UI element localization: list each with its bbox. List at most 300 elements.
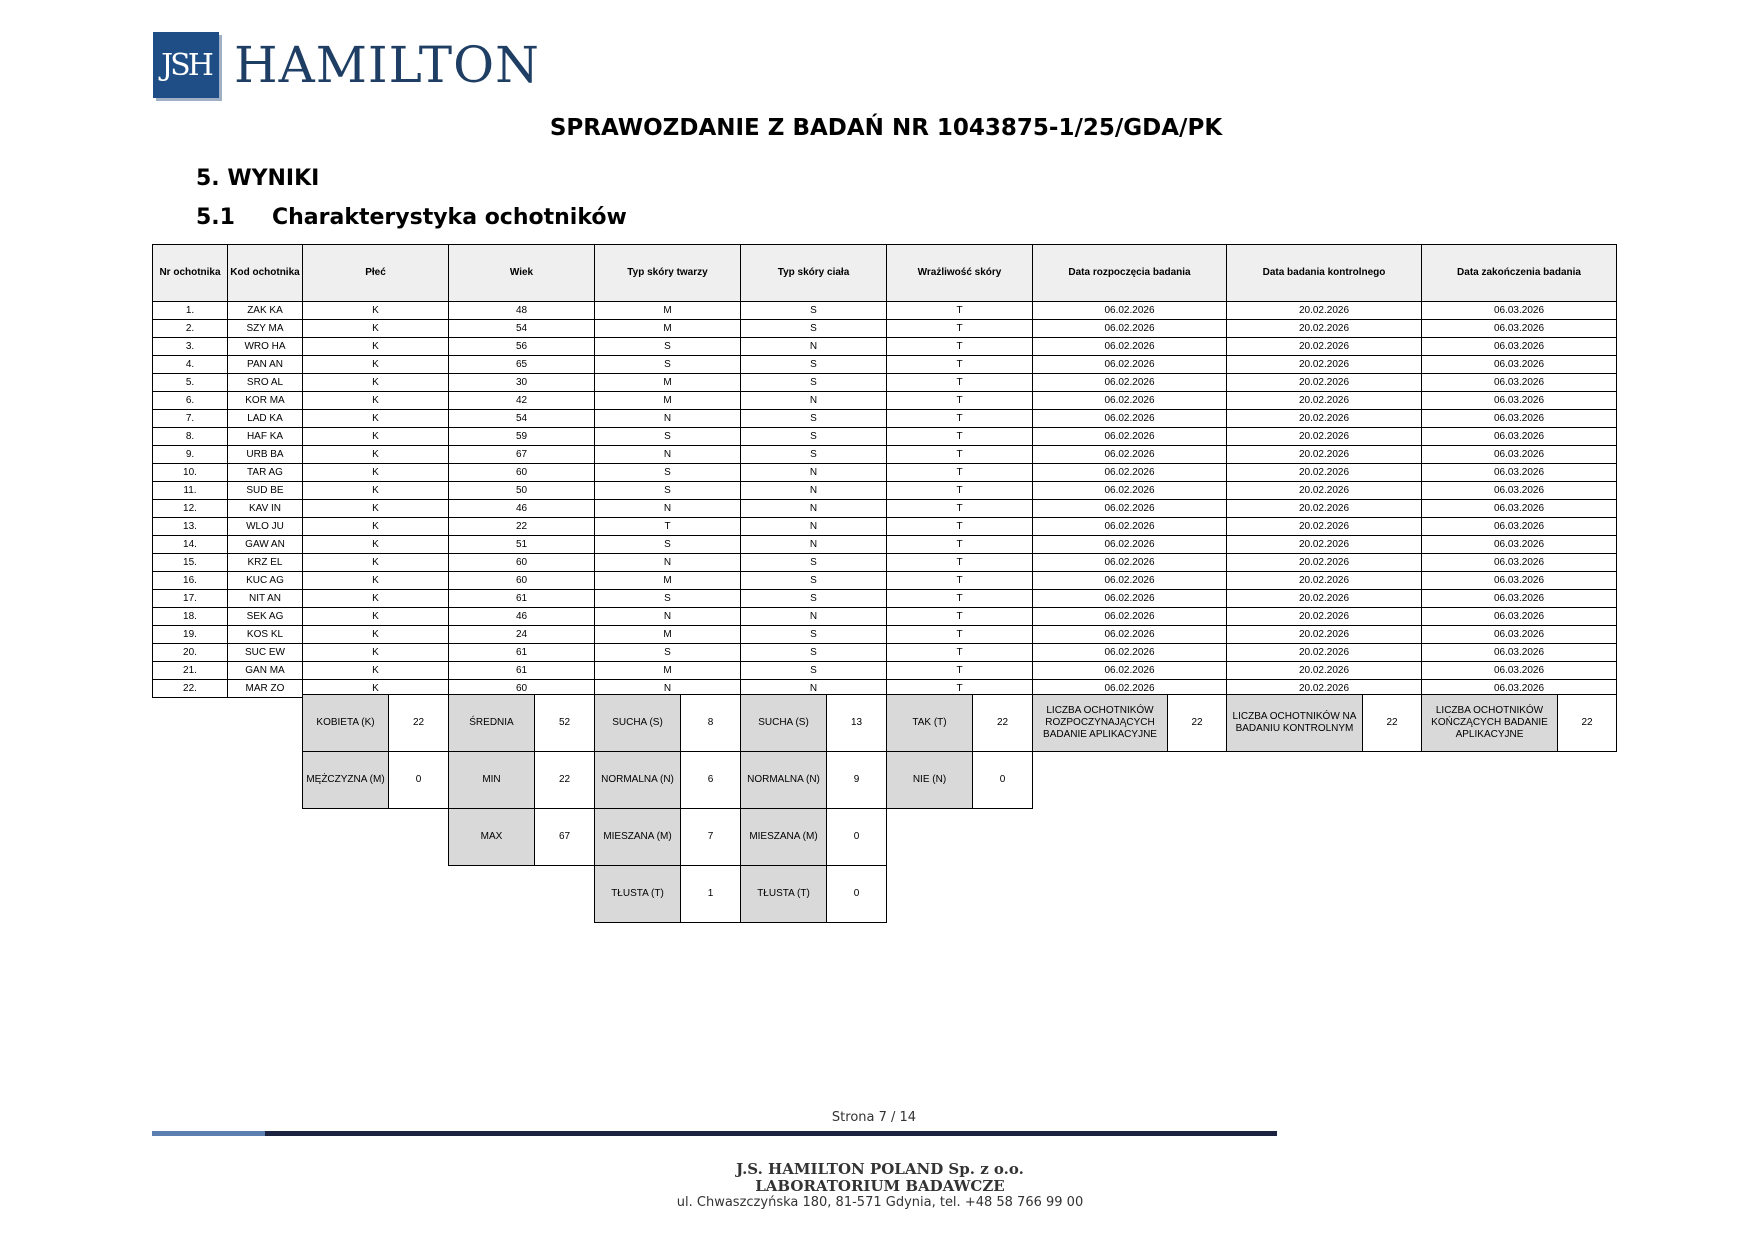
column-header: Wiek bbox=[449, 245, 595, 302]
table-cell: S bbox=[741, 428, 887, 446]
table-cell: 20.02.2026 bbox=[1227, 482, 1422, 500]
table-cell: 20.02.2026 bbox=[1227, 572, 1422, 590]
table-cell: T bbox=[887, 500, 1033, 518]
volunteers-table bbox=[152, 244, 1617, 698]
table-cell: K bbox=[303, 410, 449, 428]
summary-label: KOBIETA (K) bbox=[302, 694, 389, 752]
table-cell: GAN MA bbox=[228, 662, 303, 680]
table-cell: SZY MA bbox=[228, 320, 303, 338]
table-cell: 06.02.2026 bbox=[1033, 392, 1227, 410]
table-cell: S bbox=[741, 590, 887, 608]
table-row bbox=[153, 356, 1617, 374]
table-cell: 06.03.2026 bbox=[1422, 536, 1617, 554]
table-cell: 06.03.2026 bbox=[1422, 410, 1617, 428]
summary-label: LICZBA OCHOTNIKÓW ROZPOCZYNAJĄCYCH BADANIE APLIKACYJNE bbox=[1032, 694, 1168, 752]
table-cell: 06.02.2026 bbox=[1033, 356, 1227, 374]
table-cell: KAV IN bbox=[228, 500, 303, 518]
table-row bbox=[153, 338, 1617, 356]
table-cell: K bbox=[303, 356, 449, 374]
footer-bar-accent bbox=[152, 1131, 265, 1136]
table-row bbox=[153, 392, 1617, 410]
table-cell: 06.02.2026 bbox=[1033, 338, 1227, 356]
table-row bbox=[153, 500, 1617, 518]
table-cell: 06.02.2026 bbox=[1033, 428, 1227, 446]
table-row bbox=[153, 590, 1617, 608]
table-cell: 06.03.2026 bbox=[1422, 554, 1617, 572]
table-cell: WLO JU bbox=[228, 518, 303, 536]
table-cell: 06.03.2026 bbox=[1422, 572, 1617, 590]
subsection-number: 5.1 bbox=[196, 205, 235, 230]
table-cell: 06.03.2026 bbox=[1422, 428, 1617, 446]
table-cell: M bbox=[595, 374, 741, 392]
table-cell: N bbox=[595, 680, 741, 698]
table-cell: 06.03.2026 bbox=[1422, 518, 1617, 536]
table-cell: N bbox=[741, 392, 887, 410]
table-cell: N bbox=[741, 338, 887, 356]
table-cell: M bbox=[595, 626, 741, 644]
table-cell: T bbox=[887, 536, 1033, 554]
table-cell: 06.03.2026 bbox=[1422, 320, 1617, 338]
table-cell: T bbox=[887, 482, 1033, 500]
table-cell: 06.02.2026 bbox=[1033, 320, 1227, 338]
summary-label: TŁUSTA (T) bbox=[594, 865, 681, 923]
table-cell: 22 bbox=[449, 518, 595, 536]
summary-label: SUCHA (S) bbox=[594, 694, 681, 752]
company-logo bbox=[153, 32, 219, 98]
table-cell: K bbox=[303, 446, 449, 464]
table-cell: K bbox=[303, 464, 449, 482]
table-cell: K bbox=[303, 500, 449, 518]
table-cell: N bbox=[741, 518, 887, 536]
table-cell: K bbox=[303, 374, 449, 392]
column-header: Typ skóry twarzy bbox=[595, 245, 741, 302]
footer-bar bbox=[265, 1131, 1277, 1136]
table-cell: K bbox=[303, 320, 449, 338]
table-cell: TAR AG bbox=[228, 464, 303, 482]
summary-value: 9 bbox=[826, 751, 887, 809]
table-cell: T bbox=[887, 608, 1033, 626]
page-number: Strona 7 / 14 bbox=[831, 1110, 917, 1125]
table-row bbox=[153, 644, 1617, 662]
table-cell: 06.03.2026 bbox=[1422, 608, 1617, 626]
summary-label: MIN bbox=[448, 751, 535, 809]
table-cell: K bbox=[303, 662, 449, 680]
table-cell: 18. bbox=[153, 608, 228, 626]
table-cell: T bbox=[887, 590, 1033, 608]
table-cell: 06.02.2026 bbox=[1033, 410, 1227, 428]
table-cell: GAW AN bbox=[228, 536, 303, 554]
table-row bbox=[153, 608, 1617, 626]
table-cell: 61 bbox=[449, 590, 595, 608]
table-cell: 46 bbox=[449, 500, 595, 518]
column-header: Data badania kontrolnego bbox=[1227, 245, 1422, 302]
table-cell: N bbox=[741, 464, 887, 482]
column-header: Data zakończenia badania bbox=[1422, 245, 1617, 302]
table-cell: LAD KA bbox=[228, 410, 303, 428]
table-cell: S bbox=[741, 626, 887, 644]
table-cell: S bbox=[741, 572, 887, 590]
table-cell: K bbox=[303, 428, 449, 446]
table-cell: 19. bbox=[153, 626, 228, 644]
table-cell: 06.02.2026 bbox=[1033, 518, 1227, 536]
table-cell: 20.02.2026 bbox=[1227, 590, 1422, 608]
column-header: Kod ochotnika bbox=[228, 245, 303, 302]
table-cell: 20. bbox=[153, 644, 228, 662]
table-cell: 06.03.2026 bbox=[1422, 662, 1617, 680]
table-cell: 06.02.2026 bbox=[1033, 626, 1227, 644]
table-cell: WRO HA bbox=[228, 338, 303, 356]
section-heading: 5. WYNIKI bbox=[196, 166, 320, 191]
table-cell: MAR ZO bbox=[228, 680, 303, 698]
table-cell: M bbox=[595, 392, 741, 410]
table-cell: 15. bbox=[153, 554, 228, 572]
table-cell: K bbox=[303, 680, 449, 698]
table-cell: S bbox=[741, 446, 887, 464]
table-cell: 06.02.2026 bbox=[1033, 680, 1227, 698]
table-cell: 22. bbox=[153, 680, 228, 698]
table-cell: 06.03.2026 bbox=[1422, 482, 1617, 500]
table-cell: 60 bbox=[449, 554, 595, 572]
table-cell: 06.02.2026 bbox=[1033, 302, 1227, 320]
summary-value: 7 bbox=[680, 808, 741, 866]
table-cell: K bbox=[303, 626, 449, 644]
table-cell: S bbox=[741, 302, 887, 320]
summary-label: NORMALNA (N) bbox=[740, 751, 827, 809]
table-row bbox=[153, 554, 1617, 572]
summary-label: TŁUSTA (T) bbox=[740, 865, 827, 923]
table-cell: 20.02.2026 bbox=[1227, 680, 1422, 698]
table-cell: 06.03.2026 bbox=[1422, 338, 1617, 356]
summary-value: 1 bbox=[680, 865, 741, 923]
table-cell: 20.02.2026 bbox=[1227, 320, 1422, 338]
table-cell: N bbox=[741, 482, 887, 500]
table-cell: 20.02.2026 bbox=[1227, 644, 1422, 662]
table-cell: K bbox=[303, 644, 449, 662]
table-cell: 20.02.2026 bbox=[1227, 446, 1422, 464]
table-cell: 8. bbox=[153, 428, 228, 446]
table-cell: T bbox=[595, 518, 741, 536]
table-row bbox=[153, 320, 1617, 338]
table-cell: T bbox=[887, 392, 1033, 410]
summary-label: MIESZANA (M) bbox=[740, 808, 827, 866]
table-cell: T bbox=[887, 662, 1033, 680]
table-cell: 9. bbox=[153, 446, 228, 464]
table-cell: 1. bbox=[153, 302, 228, 320]
table-row bbox=[153, 410, 1617, 428]
table-cell: 06.02.2026 bbox=[1033, 590, 1227, 608]
table-cell: KOS KL bbox=[228, 626, 303, 644]
table-cell: 60 bbox=[449, 464, 595, 482]
summary-label: NIE (N) bbox=[886, 751, 973, 809]
table-cell: 5. bbox=[153, 374, 228, 392]
table-cell: 60 bbox=[449, 680, 595, 698]
table-cell: 20.02.2026 bbox=[1227, 662, 1422, 680]
table-cell: K bbox=[303, 482, 449, 500]
table-cell: T bbox=[887, 410, 1033, 428]
table-cell: T bbox=[887, 320, 1033, 338]
table-cell: T bbox=[887, 464, 1033, 482]
table-cell: 06.02.2026 bbox=[1033, 482, 1227, 500]
column-header: Nr ochotnika bbox=[153, 245, 228, 302]
table-cell: 06.02.2026 bbox=[1033, 608, 1227, 626]
table-cell: 20.02.2026 bbox=[1227, 374, 1422, 392]
table-cell: S bbox=[741, 644, 887, 662]
table-cell: 06.02.2026 bbox=[1033, 662, 1227, 680]
table-cell: 20.02.2026 bbox=[1227, 464, 1422, 482]
table-row bbox=[153, 482, 1617, 500]
table-cell: K bbox=[303, 554, 449, 572]
summary-value: 0 bbox=[826, 865, 887, 923]
table-cell: 56 bbox=[449, 338, 595, 356]
table-cell: S bbox=[741, 410, 887, 428]
table-cell: K bbox=[303, 392, 449, 410]
table-cell: T bbox=[887, 428, 1033, 446]
logo-name: HAMILTON bbox=[234, 36, 540, 94]
table-cell: KUC AG bbox=[228, 572, 303, 590]
table-cell: S bbox=[595, 482, 741, 500]
summary-value: 0 bbox=[388, 751, 449, 809]
summary-value: 52 bbox=[534, 694, 595, 752]
table-cell: N bbox=[595, 608, 741, 626]
table-cell: 06.03.2026 bbox=[1422, 392, 1617, 410]
footer-company: J.S. HAMILTON POLAND Sp. z o.o. bbox=[736, 1160, 1024, 1178]
table-cell: 42 bbox=[449, 392, 595, 410]
table-cell: SUC EW bbox=[228, 644, 303, 662]
table-cell: M bbox=[595, 662, 741, 680]
table-cell: N bbox=[741, 608, 887, 626]
table-cell: 17. bbox=[153, 590, 228, 608]
table-row bbox=[153, 518, 1617, 536]
summary-value: 8 bbox=[680, 694, 741, 752]
table-cell: 20.02.2026 bbox=[1227, 338, 1422, 356]
table-cell: 67 bbox=[449, 446, 595, 464]
table-cell: T bbox=[887, 518, 1033, 536]
table-cell: 06.02.2026 bbox=[1033, 536, 1227, 554]
table-cell: SUD BE bbox=[228, 482, 303, 500]
table-cell: 20.02.2026 bbox=[1227, 392, 1422, 410]
table-cell: 4. bbox=[153, 356, 228, 374]
summary-value: 13 bbox=[826, 694, 887, 752]
table-cell: 2. bbox=[153, 320, 228, 338]
table-cell: 06.03.2026 bbox=[1422, 356, 1617, 374]
table-cell: 46 bbox=[449, 608, 595, 626]
summary-value: 0 bbox=[826, 808, 887, 866]
summary-label: ŚREDNIA bbox=[448, 694, 535, 752]
table-cell: N bbox=[741, 500, 887, 518]
table-cell: S bbox=[595, 338, 741, 356]
table-cell: 12. bbox=[153, 500, 228, 518]
table-cell: 06.02.2026 bbox=[1033, 572, 1227, 590]
table-cell: 61 bbox=[449, 644, 595, 662]
table-cell: T bbox=[887, 446, 1033, 464]
table-cell: 20.02.2026 bbox=[1227, 608, 1422, 626]
summary-value: 0 bbox=[972, 751, 1033, 809]
table-cell: 54 bbox=[449, 410, 595, 428]
table-cell: 54 bbox=[449, 320, 595, 338]
table-cell: 06.03.2026 bbox=[1422, 464, 1617, 482]
table-cell: 50 bbox=[449, 482, 595, 500]
subsection-title: Charakterystyka ochotników bbox=[272, 205, 627, 230]
summary-value: 22 bbox=[1167, 694, 1227, 752]
column-header: Wrażliwość skóry bbox=[887, 245, 1033, 302]
table-cell: 20.02.2026 bbox=[1227, 302, 1422, 320]
table-cell: 06.03.2026 bbox=[1422, 302, 1617, 320]
table-cell: 06.02.2026 bbox=[1033, 500, 1227, 518]
table-body bbox=[153, 302, 1617, 698]
table-cell: 06.03.2026 bbox=[1422, 590, 1617, 608]
summary-label: LICZBA OCHOTNIKÓW KOŃCZĄCYCH BADANIE APLIKACYJNE bbox=[1421, 694, 1558, 752]
table-cell: 14. bbox=[153, 536, 228, 554]
table-cell: 06.02.2026 bbox=[1033, 554, 1227, 572]
table-cell: 13. bbox=[153, 518, 228, 536]
table-cell: 20.02.2026 bbox=[1227, 410, 1422, 428]
table-cell: 51 bbox=[449, 536, 595, 554]
table-cell: 06.03.2026 bbox=[1422, 500, 1617, 518]
table-header-row bbox=[153, 245, 1617, 302]
table-cell: T bbox=[887, 356, 1033, 374]
table-cell: K bbox=[303, 338, 449, 356]
table-row bbox=[153, 536, 1617, 554]
table-cell: 06.03.2026 bbox=[1422, 626, 1617, 644]
table-cell: 20.02.2026 bbox=[1227, 626, 1422, 644]
table-cell: SRO AL bbox=[228, 374, 303, 392]
table-cell: 20.02.2026 bbox=[1227, 554, 1422, 572]
table-cell: 65 bbox=[449, 356, 595, 374]
table-row bbox=[153, 446, 1617, 464]
table-cell: K bbox=[303, 536, 449, 554]
table-row bbox=[153, 374, 1617, 392]
table-cell: S bbox=[741, 554, 887, 572]
table-cell: T bbox=[887, 644, 1033, 662]
table-cell: 60 bbox=[449, 572, 595, 590]
table-cell: 06.02.2026 bbox=[1033, 644, 1227, 662]
table-cell: S bbox=[595, 464, 741, 482]
table-row bbox=[153, 662, 1617, 680]
summary-value: 6 bbox=[680, 751, 741, 809]
table-cell: 06.03.2026 bbox=[1422, 374, 1617, 392]
table-cell: NIT AN bbox=[228, 590, 303, 608]
table-cell: T bbox=[887, 374, 1033, 392]
table-cell: 06.03.2026 bbox=[1422, 644, 1617, 662]
table-cell: PAN AN bbox=[228, 356, 303, 374]
logo-mark: JSH bbox=[161, 47, 211, 83]
table-cell: K bbox=[303, 572, 449, 590]
table-cell: M bbox=[595, 572, 741, 590]
table-cell: KOR MA bbox=[228, 392, 303, 410]
table-cell: K bbox=[303, 302, 449, 320]
table-cell: 48 bbox=[449, 302, 595, 320]
table-cell: 11. bbox=[153, 482, 228, 500]
column-header: Data rozpoczęcia badania bbox=[1033, 245, 1227, 302]
table-cell: N bbox=[595, 500, 741, 518]
summary-label: MĘŻCZYZNA (M) bbox=[302, 751, 389, 809]
summary-label: TAK (T) bbox=[886, 694, 973, 752]
table-cell: 7. bbox=[153, 410, 228, 428]
table-cell: 20.02.2026 bbox=[1227, 356, 1422, 374]
table-cell: S bbox=[595, 644, 741, 662]
table-cell: 06.02.2026 bbox=[1033, 464, 1227, 482]
table-cell: KRZ EL bbox=[228, 554, 303, 572]
summary-value: 22 bbox=[534, 751, 595, 809]
table-cell: HAF KA bbox=[228, 428, 303, 446]
table-cell: S bbox=[595, 590, 741, 608]
table-cell: 3. bbox=[153, 338, 228, 356]
table-cell: SEK AG bbox=[228, 608, 303, 626]
table-cell: 20.02.2026 bbox=[1227, 518, 1422, 536]
table-cell: N bbox=[595, 554, 741, 572]
summary-label: LICZBA OCHOTNIKÓW NA BADANIU KONTROLNYM bbox=[1226, 694, 1363, 752]
summary-value: 22 bbox=[972, 694, 1033, 752]
table-cell: 10. bbox=[153, 464, 228, 482]
table-cell: 6. bbox=[153, 392, 228, 410]
subsection-heading bbox=[196, 205, 627, 230]
footer-address: ul. Chwaszczyńska 180, 81-571 Gdynia, tel. +48 58 766 99 00 bbox=[676, 1195, 1084, 1210]
column-header: Płeć bbox=[303, 245, 449, 302]
summary-label: SUCHA (S) bbox=[740, 694, 827, 752]
table-cell: 24 bbox=[449, 626, 595, 644]
table-cell: URB BA bbox=[228, 446, 303, 464]
column-header: Typ skóry ciała bbox=[741, 245, 887, 302]
table-cell: S bbox=[741, 356, 887, 374]
summary-value: 22 bbox=[1557, 694, 1617, 752]
table-cell: N bbox=[595, 410, 741, 428]
table-cell: S bbox=[741, 320, 887, 338]
table-cell: K bbox=[303, 608, 449, 626]
table-cell: S bbox=[741, 662, 887, 680]
table-cell: T bbox=[887, 302, 1033, 320]
table-cell: ZAK KA bbox=[228, 302, 303, 320]
table-cell: 06.03.2026 bbox=[1422, 680, 1617, 698]
table-cell: T bbox=[887, 572, 1033, 590]
table-cell: 06.02.2026 bbox=[1033, 374, 1227, 392]
table-cell: T bbox=[887, 626, 1033, 644]
summary-value: 22 bbox=[388, 694, 449, 752]
summary-label: NORMALNA (N) bbox=[594, 751, 681, 809]
table-row bbox=[153, 302, 1617, 320]
summary-label: MIESZANA (M) bbox=[594, 808, 681, 866]
table-row bbox=[153, 626, 1617, 644]
table-cell: N bbox=[741, 680, 887, 698]
table-cell: K bbox=[303, 518, 449, 536]
table-cell: K bbox=[303, 590, 449, 608]
table-cell: 21. bbox=[153, 662, 228, 680]
table-cell: 59 bbox=[449, 428, 595, 446]
table-cell: N bbox=[741, 536, 887, 554]
summary-value: 22 bbox=[1362, 694, 1422, 752]
footer-lab: LABORATORIUM BADAWCZE bbox=[755, 1177, 1005, 1195]
table-cell: 20.02.2026 bbox=[1227, 536, 1422, 554]
table-cell: 20.02.2026 bbox=[1227, 500, 1422, 518]
table-row bbox=[153, 428, 1617, 446]
table-row bbox=[153, 464, 1617, 482]
table-cell: 16. bbox=[153, 572, 228, 590]
table-cell: 06.03.2026 bbox=[1422, 446, 1617, 464]
table-cell: M bbox=[595, 302, 741, 320]
table-cell: T bbox=[887, 338, 1033, 356]
table-cell: S bbox=[595, 536, 741, 554]
table-cell: S bbox=[741, 374, 887, 392]
table-cell: 06.02.2026 bbox=[1033, 446, 1227, 464]
summary-value: 67 bbox=[534, 808, 595, 866]
table-cell: S bbox=[595, 428, 741, 446]
report-title: SPRAWOZDANIE Z BADAŃ NR 1043875-1/25/GDA/PK bbox=[549, 115, 1223, 141]
table-cell: T bbox=[887, 554, 1033, 572]
table-cell: N bbox=[595, 446, 741, 464]
table-cell: T bbox=[887, 680, 1033, 698]
table-row bbox=[153, 572, 1617, 590]
table-cell: M bbox=[595, 320, 741, 338]
table-cell: 30 bbox=[449, 374, 595, 392]
